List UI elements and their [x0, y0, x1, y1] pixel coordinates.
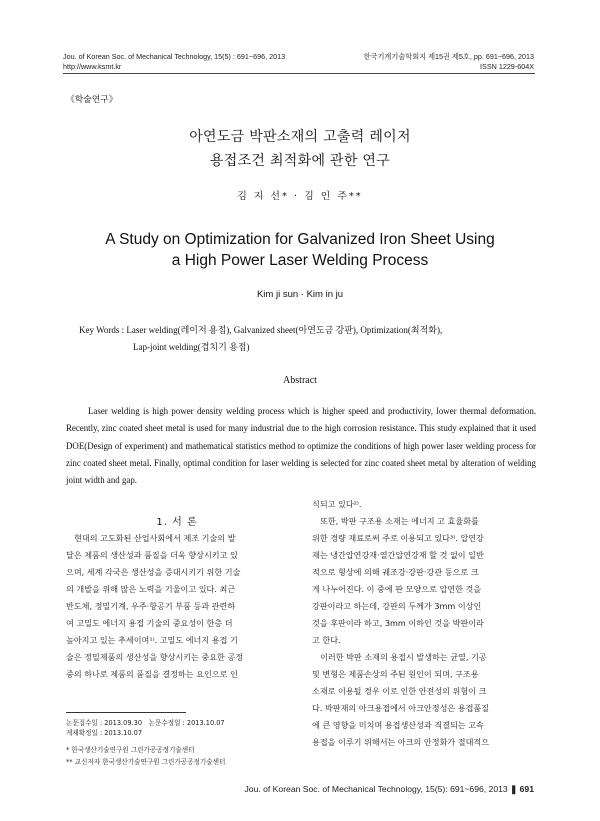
body-text-line: 강판이라고 하는데, 강판의 두께가 3mm 이상인	[312, 601, 482, 611]
affiliation-1: * 한국생산기술연구원 그린가공공정기술센터	[66, 746, 195, 754]
title-ko-line-2: 용접조건 최적화에 관한 연구	[209, 153, 391, 169]
right-column-body	[312, 496, 534, 751]
authors-ko: 김 지 선* · 김 인 주**	[237, 191, 363, 202]
issn: ISSN 1229-604X	[480, 62, 534, 71]
body-text-line: 이러한 박판 소재의 용접시 발생하는 균열, 기공	[312, 652, 487, 662]
body-text-line: 술은 정밀제품의 생산성을 향상시키는 중요한 공정	[66, 652, 244, 662]
citation-line: Jou. of Korean Soc. of Mechanical Technology, 15(5) : 691~696, 2013	[63, 52, 286, 61]
body-text-line: 적으로 형상에 의해 궤조강·강판·강관 등으로 크	[312, 567, 479, 577]
keywords-line-1: Key Words : Laser welding(레이저 용접), Galvanized sheet(아연도금 강판), Optimization(최적화),	[79, 325, 443, 335]
affiliation-2: ** 교신저자 한국생산기술연구원 그린가공공정기술센터	[66, 758, 226, 766]
journal-citation-ko	[364, 52, 534, 72]
body-text-line: 또한, 박판 구조용 소재는 에너지 고 효율화를	[312, 516, 479, 526]
body-text-line: 것을 후판이라 하고, 3mm 이하인 것을 박판이라	[312, 618, 484, 628]
header-divider	[63, 73, 535, 74]
abstract-body: Laser welding is high power density welding process which is higher speed and productivity, lower thermal deformation. Recently, zinc coated sheet metal is used for many industrial due to the high corrosion resistance. This study explained that it used DOE(Design of experiment) and mathematical statistics method to optimize the conditions of high power laser welding process for zinc coated sheet metal. Finally, optimal condition for laser welding is selected for zinc coated sheet metal by alteration of welding joint width and gap.	[66, 406, 536, 486]
journal-citation-en	[63, 52, 285, 72]
body-text-line: 다. 박판재의 아크용접에서 아크안정성은 용접품질	[312, 703, 490, 713]
body-text-line: 재는 냉간압연강재·열간압연강재 할 것 없이 일반	[312, 550, 484, 560]
section-heading-introduction: 1. 서 론	[156, 517, 198, 528]
body-text-line: 에 큰 영향을 미치며 용접생산성과 직결되는 고속	[312, 720, 484, 730]
citation-line: 한국기계기술학회지 제15권 제5호, pp. 691~696, 2013	[363, 52, 534, 61]
body-text-line: 의 개발을 위해 많은 노력을 기울이고 있다. 최근	[66, 584, 236, 594]
authors-en: Kim ji sun · Kim in ju	[256, 289, 344, 300]
body-text-line: 식되고 있다²⁾.	[312, 499, 362, 509]
body-text-line: 반도체, 정밀기계, 우주·항공기 부품 등과 관련하	[66, 601, 236, 611]
body-text-line: 위한 경량 재료로써 주로 이용되고 있다³⁾. 압연강	[312, 533, 484, 543]
body-text-line: 게 나누어진다. 이 중에 판 모양으로 압연한 것을	[312, 584, 482, 594]
body-text-line: 높아지고 있는 추세이며¹⁾. 고밀도 에너지 용접 기	[66, 635, 238, 645]
keywords-line-2: Lap-joint welding(겹치기 용접)	[133, 342, 250, 352]
body-text-line: 고 한다.	[312, 635, 341, 645]
footer-citation: Jou. of Korean Soc. of Mechanical Technology, 15(5): 691~696, 2013	[244, 784, 508, 794]
body-text-line: 소재로 이용될 경우 이로 인한 안전성의 위험이 크	[312, 686, 487, 696]
body-text-line: 및 변형은 제품손상의 주된 원인이 되며, 구조용	[312, 669, 479, 679]
footer-separator: ❚	[510, 784, 518, 794]
body-text-line: 현대의 고도화된 산업사회에서 제조 기술의 발	[66, 533, 236, 543]
footnote-divider	[66, 712, 186, 713]
page-number: 691	[519, 784, 534, 794]
title-ko-line-1: 아연도금 박판소재의 고출력 레이저	[189, 129, 411, 145]
page-footer	[245, 784, 535, 795]
abstract-heading: Abstract	[283, 375, 317, 386]
journal-url: http://www.ksmt.kr	[63, 62, 122, 71]
body-text-line: 중의 하나로 제품의 품질을 결정하는 요인으로 인	[66, 669, 238, 679]
article-category: 《학술연구》	[66, 95, 118, 105]
title-en-line-2: a High Power Laser Welding Process	[171, 252, 429, 269]
title-en-line-1: A Study on Optimization for Galvanized Iron Sheet Using	[105, 231, 495, 248]
keywords	[79, 322, 539, 356]
accepted-date: 게재확정일 : 2013.10.07	[66, 729, 143, 737]
body-text-line: 달은 제품의 생산성과 품질을 더욱 향상시키고 있	[66, 550, 238, 560]
received-dates: 논문접수일 : 2013.09.30 논문수정일 : 2013.10.07	[66, 719, 225, 727]
body-text-line: 용접을 이루기 위해서는 아크의 안정화가 절대적으	[312, 737, 490, 747]
body-text-line: 으며, 세계 각국은 생산성을 증대시키기 위한 기술	[66, 567, 241, 577]
body-text-line: 여 고밀도 에너지 용접 기술의 중요성이 한층 더	[66, 618, 233, 628]
left-column-body	[66, 530, 288, 683]
